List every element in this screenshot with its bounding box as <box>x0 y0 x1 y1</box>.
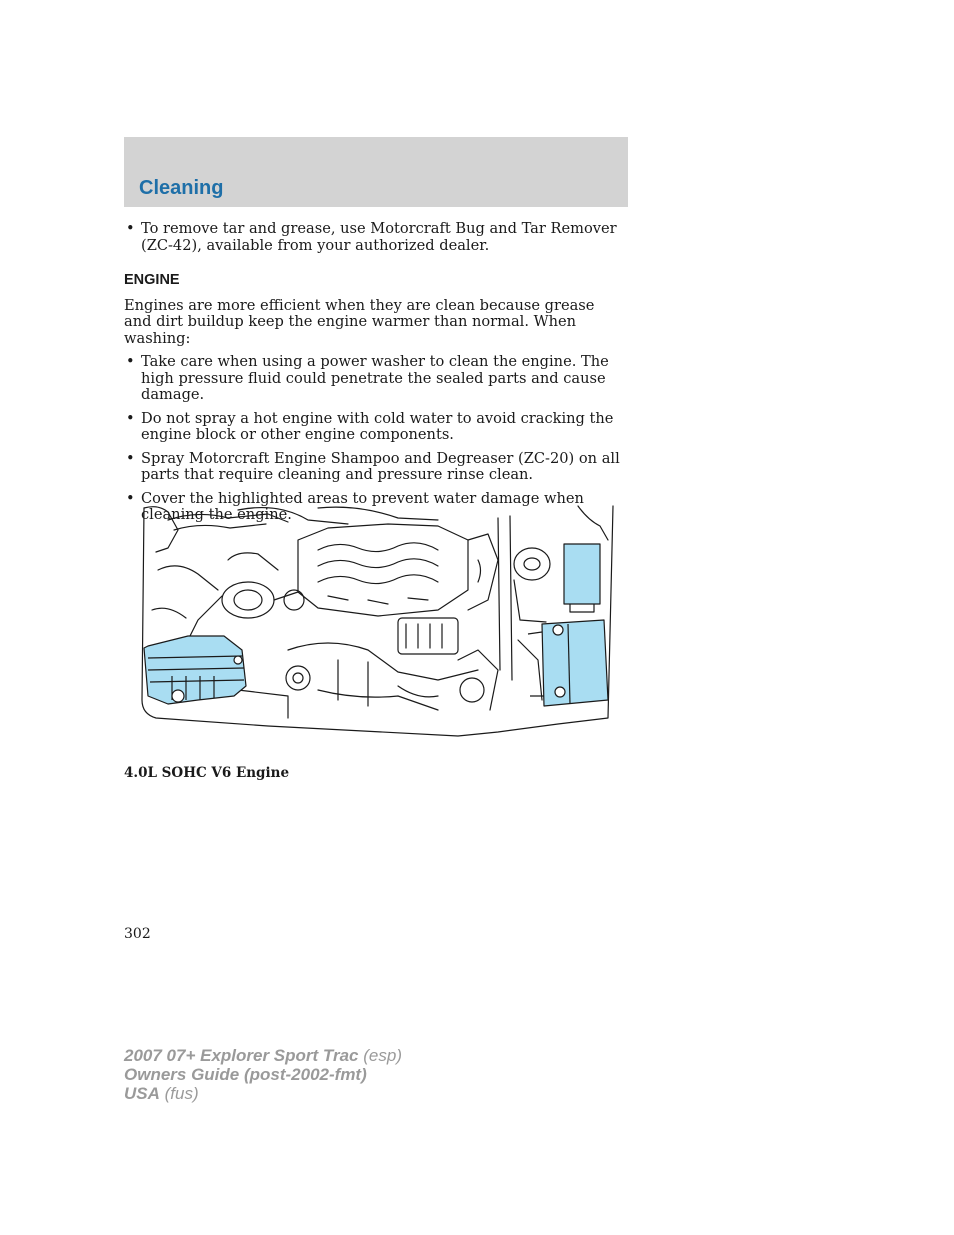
footer-line-2 <box>124 1065 402 1084</box>
footer-market-code: (fus) <box>164 1084 199 1103</box>
highlight-air-filter <box>144 636 246 704</box>
footer-model: 2007 07+ Explorer Sport Trac <box>124 1046 359 1065</box>
document-footer <box>124 1046 402 1103</box>
footer-model-code: (esp) <box>363 1046 402 1065</box>
footer-line-3 <box>124 1084 402 1103</box>
coil-pack <box>398 618 458 654</box>
figure-caption: 4.0L SOHC V6 Engine <box>124 765 290 781</box>
section-title: Cleaning <box>139 177 224 199</box>
page-number: 302 <box>124 926 151 942</box>
bullet-item: • Do not spray a hot engine with cold water to avoid cracking the engine block or other engine components. <box>124 411 624 444</box>
footer-market: USA <box>124 1084 160 1103</box>
bullet-item: • To remove tar and grease, use Motorcraft Bug and Tar Remover (ZC-42), available from your authorized dealer. <box>124 221 624 254</box>
footer-guide: Owners Guide (post-2002-fmt) <box>124 1065 367 1084</box>
engine-bullet-list <box>124 354 624 524</box>
engine-paragraph: Engines are more efficient when they are clean because grease and dirt buildup keep the engine warmer than normal. When washing: <box>124 296 595 347</box>
bullet-item: • Cover the highlighted areas to prevent water damage when cleaning the engine. <box>124 491 624 524</box>
bullet-item: • Spray Motorcraft Engine Shampoo and Degreaser (ZC-20) on all parts that require cleaning and pressure rinse clean. <box>124 451 624 484</box>
footer-line-1 <box>124 1046 402 1065</box>
highlight-fuse-box <box>564 544 600 612</box>
engine-bay-outline <box>142 506 613 736</box>
highlight-battery <box>528 620 608 706</box>
engine-diagram <box>138 500 616 742</box>
page-content <box>124 221 624 531</box>
engine-heading: ENGINE <box>124 272 180 288</box>
section-header-band <box>124 137 628 207</box>
intro-bullet-list <box>124 221 624 254</box>
intake-manifold <box>298 524 468 616</box>
bullet-item: • Take care when using a power washer to clean the engine. The high pressure fluid could penetrate the sealed parts and cause damage. <box>124 354 624 404</box>
